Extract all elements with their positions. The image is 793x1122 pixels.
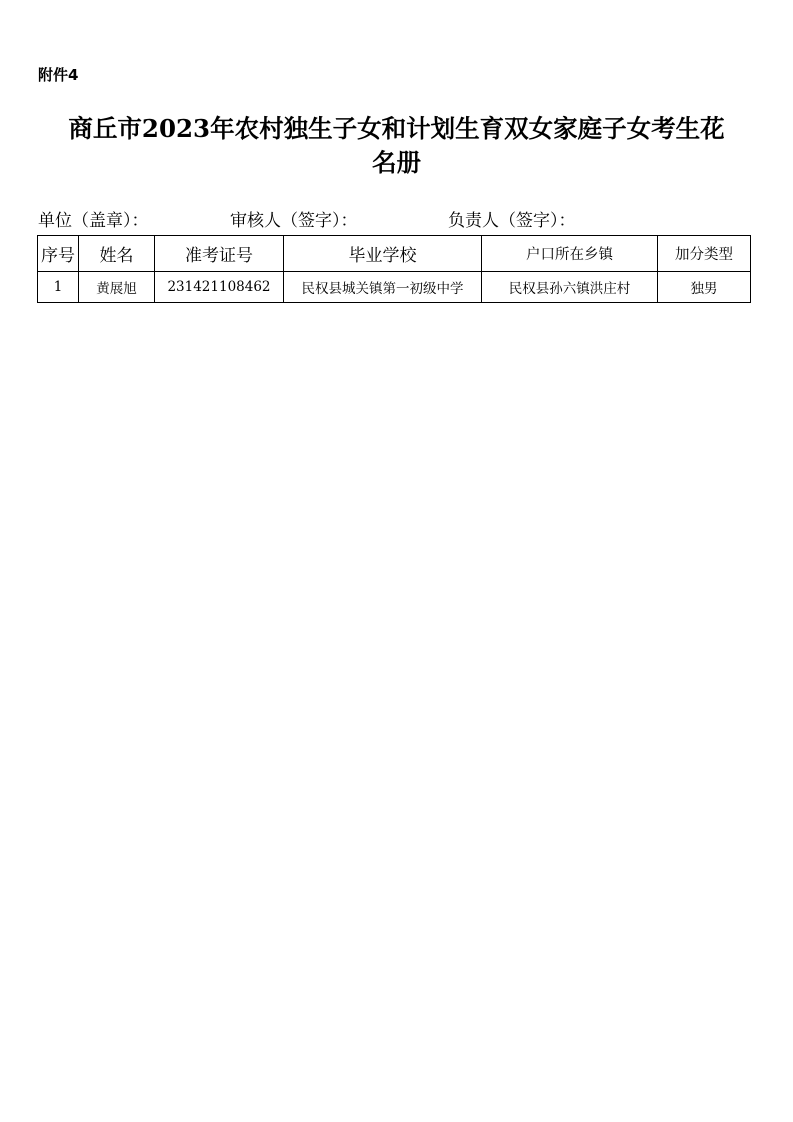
- cell-bonus-type: 独男: [658, 272, 751, 303]
- table-header-row: [38, 236, 751, 272]
- cell-seq: 1: [38, 272, 79, 303]
- cell-hukou: 民权县孙六镇洪庄村: [482, 272, 658, 303]
- header-hukou: 户口所在乡镇: [482, 236, 658, 272]
- cell-exam-no: 231421108462: [155, 272, 284, 303]
- page-title-line-1: 商丘市2023年农村独生子女和计划生育双女家庭子女考生花: [68, 114, 725, 143]
- attachment-label: 附件4: [38, 66, 79, 84]
- header-school: 毕业学校: [284, 236, 482, 272]
- table-row: [38, 272, 751, 303]
- roster-table: [37, 235, 751, 303]
- header-bonus-type: 加分类型: [658, 236, 751, 272]
- header-name: 姓名: [79, 236, 155, 272]
- reviewer-signature-label: 审核人（签字）：: [230, 211, 358, 231]
- leader-signature-label: 负责人（签字）：: [448, 211, 576, 231]
- cell-school: 民权县城关镇第一初级中学: [284, 272, 482, 303]
- unit-seal-label: 单位（盖章）：: [38, 211, 149, 231]
- header-seq: 序号: [38, 236, 79, 272]
- page-title: [30, 112, 763, 180]
- page-title-line-2: 名册: [372, 148, 421, 177]
- header-exam-no: 准考证号: [155, 236, 284, 272]
- signature-row: [38, 206, 750, 230]
- cell-name: 黄展旭: [79, 272, 155, 303]
